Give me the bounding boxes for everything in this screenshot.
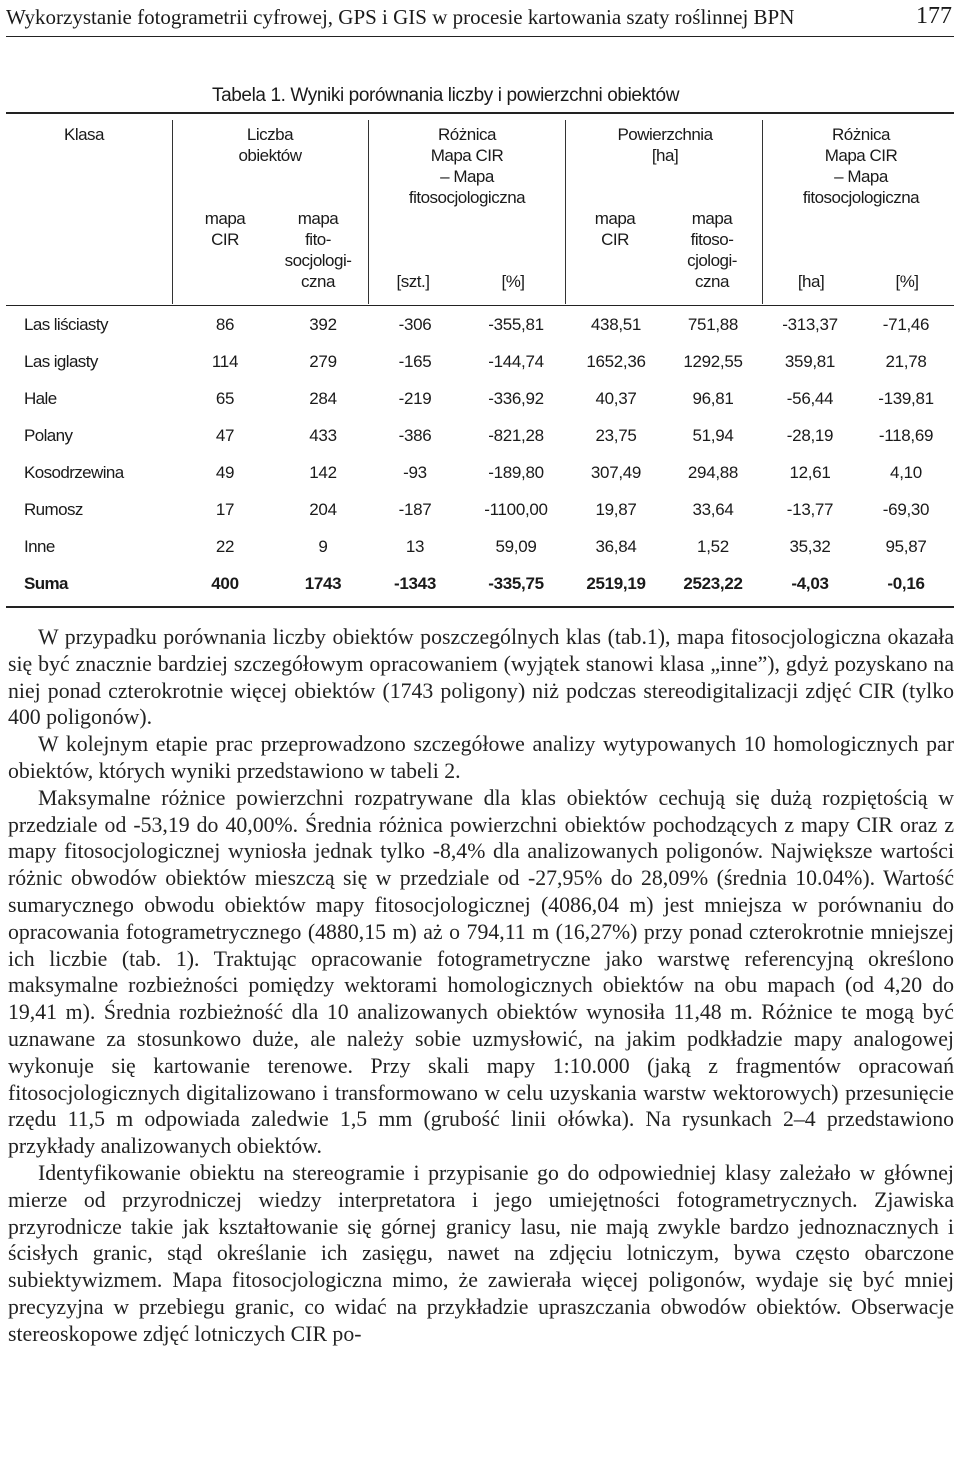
cell-liczba-fito: 284 xyxy=(309,389,337,408)
cell-pow-fito: 96,81 xyxy=(692,389,734,408)
running-header xyxy=(6,2,954,37)
cell-liczba-fito: 392 xyxy=(309,315,337,334)
cell-liczba-cir: 86 xyxy=(215,315,235,334)
comparison-table xyxy=(0,112,960,608)
cell-roznica-pct: -336,92 xyxy=(488,389,544,408)
cell-liczba-cir: 114 xyxy=(211,352,239,371)
cell-liczba-cir: 49 xyxy=(215,463,235,482)
cell-klasa: Polany xyxy=(24,426,73,445)
cell-roznica-ha: 35,32 xyxy=(789,537,831,556)
cell-liczba-cir: 400 xyxy=(211,574,239,593)
cell-roznica-pct: -1100,00 xyxy=(484,500,548,519)
paragraph: W przypadku porównania liczby obiektów poszczególnych klas (tab.1), mapa fitosocjologiczna okazała się być znacznie bardziej szczegółowym opracowaniem (wyjątek stanowi klasa „inne”), gdyż pozyskano na niej ponad czterokrotnie więcej obiektów (1743 poligony) niż podczas stereodigitalizacji zdjęć CIR (tylko 400 poligonów). xyxy=(8,625,954,730)
column-divider xyxy=(565,120,566,304)
cell-roznica-pct: -189,80 xyxy=(488,463,544,482)
table-row xyxy=(0,380,960,417)
cell-roznica-pct: -335,75 xyxy=(488,574,544,593)
paragraph: Identyfikowanie obiektu na stereogramie i przypisanie go do odpowiedniej klasy zależało w głównej mierze od przyrodniczej wiedzy interpretatora i jego umiejętności fotogrametrycznych. Zjawiska przyrodnicze takie jak kształtowanie się górnej granicy lasu, nie mają zwykle bardzo jednoznacznych i ścisłych granic, stąd określanie ich zasięgu, nawet na zdjęciu lotniczym, bywa często obarczone subiektywizmem. Mapa fitosocjologiczna mimo, że zawierała więcej poligonów, wydaje się być mniej precyzyjna w przebiegu granic, co widać na przykładzie upraszczania obwodów obiektów. Obserwacje stereoskopowe zdjęć lotniczych CIR po- xyxy=(8,1160,954,1346)
cell-roznica-pct2: 21,78 xyxy=(885,352,927,371)
cell-pow-cir: 23,75 xyxy=(595,426,637,445)
column-divider xyxy=(368,120,369,304)
cell-pow-cir: 36,84 xyxy=(595,537,637,556)
cell-liczba-fito: 433 xyxy=(309,426,337,445)
table-row xyxy=(0,417,960,454)
header-roznica-powierzchni: Różnica Mapa CIR – Mapa fitosocjologiczna xyxy=(802,125,920,207)
cell-roznica-ha: -56,44 xyxy=(786,389,834,408)
cell-pow-cir: 1652,36 xyxy=(586,352,646,371)
table-row xyxy=(0,343,960,380)
cell-klasa: Las liściasty xyxy=(24,315,108,334)
cell-pow-fito: 751,88 xyxy=(687,315,739,334)
cell-pow-cir: 307,49 xyxy=(590,463,642,482)
cell-pow-fito: 1292,55 xyxy=(683,352,743,371)
cell-liczba-fito: 279 xyxy=(309,352,337,371)
table-row xyxy=(0,528,960,565)
cell-liczba-cir: 22 xyxy=(215,537,235,556)
cell-roznica-szt: -165 xyxy=(398,352,432,371)
cell-roznica-szt: 13 xyxy=(405,537,425,556)
header-pct: [%] xyxy=(501,272,525,291)
cell-roznica-pct2: -0,16 xyxy=(887,574,925,593)
cell-roznica-pct: -355,81 xyxy=(488,315,544,334)
header-roznica-liczby: Różnica Mapa CIR – Mapa fitosocjologiczna xyxy=(408,125,526,207)
paragraph: Maksymalne różnice powierzchni rozpatrywane dla klas obiektów cechują się dużą rozpiętością w przedziale od -53,19 do 40,00%. Średnia różnica powierzchni obiektów pochodzących z mapy CIR oraz z mapy fitosocjologicznej wyniosła jednak tylko -8,4% dla analizowanych poligonów. Największe wartości różnic obwodów obiektów mieszczą się w przedziale od -27,95% do 28,09% (średnia 10.04%). Wartość sumarycznego obwodu obiektów mapy fitosocjologicznej (4086,04 m) jest mniejsza w porównaniu do opracowania fotogrametrycznego (4880,15 m) aż o 794,11 m (16,27%) przy ponad czterokrotnie mniejszej ich liczbie (tab. 1). Traktując opracowanie fotogrametryczne jako warstwę referencyjną określono maksymalne rozbieżności pomiędzy wektorami homologicznych obiektów na obu mapach (od 4,20 do 19,41 m). Średnia rozbieżność dla 10 analizowanych obiektów wynosiła 11,48 m. Różnice te mogą być uznawane za stosunkowo duże, ale należy sobie uzmysłowić, na jakim podkładzie mapy analogowej wykonuje się kartowanie terenowe. Przy skali mapy 1:10.000 (jaką z fragmentów opracowań fitosocjologicznych digitalizowano i transformowano w celu uzyskania warstw wektorowych) przesunięcie rzędu 11,5 m odpowiada zaledwie 1,5 mm (grubość linii ołówka). Na rysunkach 2–4 przedstawiono przykłady analizowanych obiektów. xyxy=(8,785,954,1159)
table-row xyxy=(0,454,960,491)
cell-liczba-fito: 1743 xyxy=(304,574,342,593)
cell-pow-fito: 33,64 xyxy=(692,500,734,519)
cell-pow-cir: 40,37 xyxy=(595,389,637,408)
cell-roznica-szt: -219 xyxy=(398,389,432,408)
cell-roznica-szt: -93 xyxy=(403,463,427,482)
cell-klasa: Kosodrzewina xyxy=(24,463,124,482)
cell-roznica-ha: 359,81 xyxy=(784,352,836,371)
cell-liczba-fito: 9 xyxy=(318,537,328,556)
cell-roznica-pct2: -139,81 xyxy=(878,389,934,408)
header-powierzchnia: Powierzchnia [ha] xyxy=(617,125,713,165)
cell-pow-cir: 19,87 xyxy=(595,500,637,519)
header-klasa: Klasa xyxy=(63,125,105,144)
cell-pow-cir: 2519,19 xyxy=(586,574,646,593)
cell-roznica-ha: -313,37 xyxy=(782,315,838,334)
cell-roznica-ha: 12,61 xyxy=(789,463,831,482)
page-number: 177 xyxy=(916,3,952,29)
table-bottom-rule xyxy=(6,606,954,608)
cell-roznica-szt: -187 xyxy=(398,500,432,519)
body-text xyxy=(8,624,954,1348)
cell-roznica-szt: -386 xyxy=(398,426,432,445)
table-top-rule xyxy=(6,112,954,114)
cell-roznica-szt: -306 xyxy=(398,315,432,334)
header-liczba: Liczba obiektów xyxy=(238,125,302,165)
header-pct-2: [%] xyxy=(895,272,919,291)
cell-klasa: Rumosz xyxy=(24,500,83,519)
cell-liczba-cir: 47 xyxy=(215,426,235,445)
cell-roznica-pct2: -71,46 xyxy=(882,315,930,334)
cell-roznica-ha: -13,77 xyxy=(786,500,834,519)
cell-roznica-pct2: 95,87 xyxy=(885,537,927,556)
cell-klasa: Inne xyxy=(24,537,55,556)
header-ha: [ha] xyxy=(797,272,825,291)
table-row xyxy=(0,491,960,528)
cell-klasa: Hale xyxy=(24,389,57,408)
table-caption: Tabela 1. Wyniki porównania liczby i powierzchni obiektów xyxy=(212,85,680,106)
cell-roznica-szt: -1343 xyxy=(394,574,436,593)
cell-roznica-pct2: -69,30 xyxy=(882,500,930,519)
cell-klasa: Las iglasty xyxy=(24,352,98,371)
cell-roznica-pct: -821,28 xyxy=(488,426,544,445)
header-pow-fito: mapa fitoso- cjologi- czna xyxy=(687,209,737,291)
header-pow-cir: mapa CIR xyxy=(594,209,636,249)
cell-pow-cir: 438,51 xyxy=(590,315,642,334)
cell-roznica-ha: -28,19 xyxy=(786,426,834,445)
cell-roznica-pct: -144,74 xyxy=(488,352,544,371)
cell-liczba-cir: 65 xyxy=(215,389,235,408)
cell-pow-fito: 51,94 xyxy=(692,426,734,445)
cell-pow-fito: 294,88 xyxy=(687,463,739,482)
table-row-total xyxy=(0,565,960,602)
paragraph: W kolejnym etapie prac przeprowadzono szczegółowe analizy wytypowanych 10 homologicznych par obiektów, których wyniki przedstawiono w tabeli 2. xyxy=(8,732,954,783)
cell-klasa: Suma xyxy=(24,574,68,593)
column-divider xyxy=(762,120,763,304)
header-liczba-cir: mapa CIR xyxy=(204,209,246,249)
cell-roznica-pct2: 4,10 xyxy=(890,463,922,482)
header-liczba-fito: mapa fito- socjologi- czna xyxy=(284,209,352,291)
cell-roznica-ha: -4,03 xyxy=(791,574,829,593)
cell-pow-fito: 1,52 xyxy=(697,537,729,556)
running-title: Wykorzystanie fotogrametrii cyfrowej, GPS i GIS w procesie kartowania szaty roślinnej BPN xyxy=(6,5,795,29)
cell-liczba-fito: 204 xyxy=(309,500,337,519)
cell-roznica-pct2: -118,69 xyxy=(878,426,934,445)
cell-liczba-cir: 17 xyxy=(215,500,235,519)
column-divider xyxy=(172,120,173,304)
cell-roznica-pct: 59,09 xyxy=(495,537,537,556)
cell-liczba-fito: 142 xyxy=(309,463,337,482)
cell-pow-fito: 2523,22 xyxy=(683,574,743,593)
header-szt: [szt.] xyxy=(396,272,430,291)
table-row xyxy=(0,306,960,343)
